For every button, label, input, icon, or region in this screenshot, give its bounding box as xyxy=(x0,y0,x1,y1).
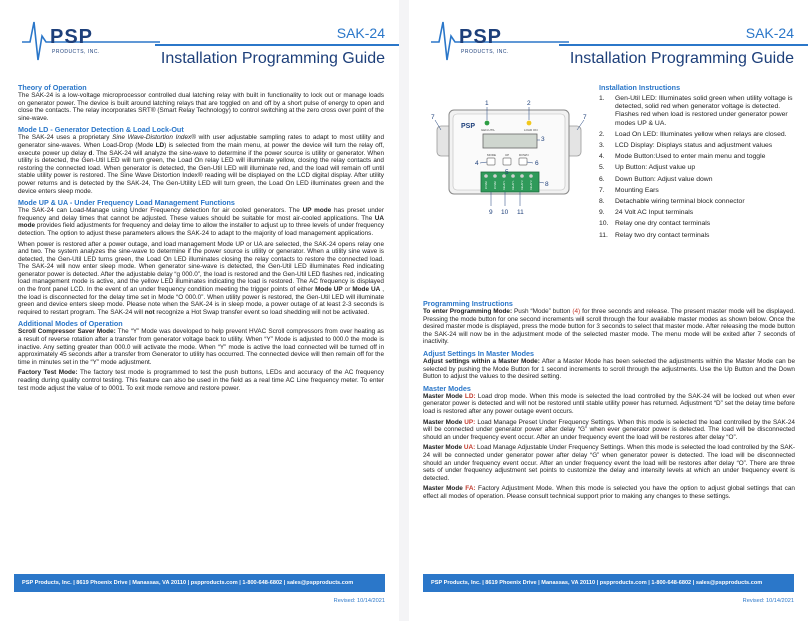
callout-7-left: 7 xyxy=(431,114,435,121)
footer-bar: PSP Products, Inc. | 8619 Phoenix Drive | Manassas, VA 20110 | pspproducts.com | 1-800-648-6802 | sales@pspproducts.com xyxy=(14,574,385,592)
list-item: 9. 24 Volt AC Input terminals xyxy=(599,209,694,217)
logo-subtext: PRODUCTS, INC. xyxy=(461,49,509,55)
callout-3: 3 xyxy=(541,136,545,143)
modeup-text-2: When power is restored after a power outage, and load management Mode UP or UA are selected, the SAK-24 opens relay one and two. The system analyzes the sine-wave to determine if the power source is utility or generator. When a utility sine wave is detected, the Gen-Util LED turns green, the Load On LED illuminates closing the relay contacts to restore the connected load. The SAK-24 will now enter sleep mode. When generator sine-wave is detected, the Gen-Util LED illuminates Red indicating generator power is detected. After the adjustable delay “g 000.0”, the load is restored and the Gen-Util LED flashes red, indicating load management mode is active, and the yellow LED illuminates indicating the load is restored. The AC frequency is displayed on the front panel LCD. In the event of an under frequency condition meeting the trigger points of either Mode UP or Mode UA , the load is disconnected for the delay time set in Mode “O 000.0”. When utility power is restored, the Gen-Util LED will illuminate green and device enters sleep mode. Please note when the SAK-24 is in sleep mode, a power outage of at least 2-3 seconds is required to restart program. The SAK-24 will not recognize a Hot Swap transfer event so load shedding will not be activated. xyxy=(18,240,384,316)
revised-date: Revised: 10/14/2021 xyxy=(742,598,794,604)
factory-test-text: Factory Test Mode: The factory test mode is programmed to test the push buttons, LEDs and accuracy of the AC frequency reading during quality control testing. This feature can also be used in the field as a real time AC Line frequency meter. To enter test mode adjust the value of to 0001. To exit mode remove and restore power. xyxy=(18,369,384,392)
device-diagram xyxy=(431,88,591,220)
modeup-heading: Mode UP & UA - Under Frequency Load Management Functions xyxy=(18,198,235,208)
list-item: 1. Gen-Util LED: Illuminates solid green when utility voltage is detected, solid red when generator voltage is detected. Flashes red when load is restored under generator power modes UP & UA. xyxy=(599,95,793,127)
page-title: Installation Programming Guide xyxy=(160,50,385,67)
terminal-label-2: 24 VAC xyxy=(494,180,497,189)
psp-logo xyxy=(429,12,579,64)
logo-text: PSP xyxy=(50,26,94,48)
callout-2: 2 xyxy=(527,100,531,107)
terminal-label-3: RELAY 1 xyxy=(503,180,506,190)
model-number: SAK-24 xyxy=(336,25,385,41)
list-item: 3. LCD Display: Displays status and adjustment values xyxy=(599,142,773,150)
list-item: 4. Mode Button:Used to enter main menu and toggle xyxy=(599,153,766,161)
footer-bar: PSP Products, Inc. | 8619 Phoenix Drive | Manassas, VA 20110 | pspproducts.com | 1-800-648-6802 | sales@pspproducts.com xyxy=(423,574,794,592)
master-mode-ua: Master Mode UA: Load Manage Adjustable Under Frequency Settings. When this mode is selected the load controlled by the SAK-24 will be connected under generator power after delay “G” when generator power is detected. The load will be disconnected should an under frequency event occur. After an under frequency event the load will be restores after delay “O”. There are three sets of under frequency adjustment set points to customize the delay and intensity levels at which an under frequency event is detected. xyxy=(423,444,796,482)
mode-button xyxy=(487,158,495,165)
header-rule xyxy=(559,44,808,46)
sak24-device-illustration xyxy=(431,88,591,220)
modeld-text: The SAK-24 uses a proprietary Sine Wave-Distortion Index® with user adjustable sampling rates to adapt to most utility and generator sine-waves. When Load-Drop (Mode LD) is selected from the main menu, at power the device will turn the relay off, execute power up delay d. The SAK-24 will analyze the sine-wave to determine if the power source is utility or generator. When utility is detected, the Gen-Util LED will turn green, the Load On relay LED will illuminate yellow, closing the relay contacts and restoring the connected load. When generator is detected, the Gen-Util LED will illuminate red, and the load will remain off until stable utility power is restored. The Sine Wave Distortion Index® reading will be displayed on the LCD digital display. After utility power returns and is detected by the SAK-24, The Gen-Utility LED will turn green, the Load On LED illuminates green and the device enters sleep mode. xyxy=(18,134,385,195)
callout-6: 6 xyxy=(535,160,539,167)
callout-4: 4 xyxy=(475,160,479,167)
callout-11: 11 xyxy=(517,209,524,216)
mode-button-label: MODE xyxy=(487,153,496,157)
instructions-list xyxy=(599,95,797,240)
down-button-label: DOWN xyxy=(519,153,529,157)
master-mode-fa: Master Mode FA: Factory Adjustment Mode. When this mode is selected you have the option to adjust global settings that can effect all modes of operation. Please consult technical support prior to making any changes to these settings. xyxy=(423,485,795,500)
list-item: 8. Detachable wiring terminal block connector xyxy=(599,198,745,206)
callout-8: 8 xyxy=(545,181,549,188)
up-button-label: UP xyxy=(505,153,510,157)
programming-heading: Programming Instructions xyxy=(423,299,513,308)
callout-1: 1 xyxy=(485,100,489,107)
revised-date: Revised: 10/14/2021 xyxy=(333,598,385,604)
logo-subtext: PRODUCTS, INC. xyxy=(52,49,100,55)
list-item: 10. Relay one dry contact terminals xyxy=(599,220,711,228)
adjust-text: Adjust settings within a Master Mode: After a Master Mode has been selected the adjustments within the Master Mode can be selected by pushing the Mode Button for 1 second increments to scroll through the adjustments. Use the Up Button and the Down Button to adjust the values to the desired setting. xyxy=(423,357,796,381)
list-item: 7. Mounting Ears xyxy=(599,186,659,194)
theory-heading: Theory of Operation xyxy=(18,83,87,92)
modeup-text: The SAK-24 can Load-Manage using Under Frequency detection for air cooled generators. The UP mode has preset under frequency and delay times that cannot be adjusted. These values should be suitable for most air-cooled applications. The UA mode provides field adjustments for frequency and delay time to allow the installer to adjust up to three levels of under frequency detection. The option to adjust these parameters allows the SAK-24 to adapt to the majority of load management applications. xyxy=(18,207,384,237)
programming-text: To enter Programming Mode: Push “Mode” button (4) for three seconds and release. The present master mode will be displayed. Pressing the mode button for one second increments will scroll through the four available master modes as shown below. Once the desired master mode is displayed, press the mode button for 3 seconds to select that master mode. After releasing the mode button the SAK-24 will now be in the adjustment mode of the selected master mode. The menu mode will be exited after 7 seconds of inactivity. xyxy=(423,308,795,346)
left-content xyxy=(18,80,384,395)
terminal-label-5: RELAY 2 xyxy=(521,180,524,190)
up-button xyxy=(503,158,511,165)
page-left xyxy=(0,0,399,621)
page-title: Installation Programming Guide xyxy=(569,50,794,67)
modeld-heading: Mode LD - Generator Detection & Load Lock-Out xyxy=(18,125,184,135)
pulse-logo-icon xyxy=(429,12,579,64)
additional-modes-heading: Additional Modes of Operation xyxy=(18,319,123,329)
pulse-logo-icon xyxy=(20,12,170,64)
logo-text: PSP xyxy=(459,26,503,48)
callout-10: 10 xyxy=(501,209,509,216)
down-button xyxy=(519,158,527,165)
callout-5: 5 xyxy=(505,169,509,176)
master-mode-ld: Master Mode LD: Load drop mode. When this mode is selected the load controlled by the SAK-24 will be locked out when ever generator power is detected and will not be restored until stable utility power has returned. Adjustment “D” set the delay time before load is restored after any power outage event occurs. xyxy=(423,392,795,415)
terminal-label-1: 24 VAC xyxy=(485,180,488,189)
scroll-saver-text: Scroll Compressor Saver Mode: The “Y” Mode was developed to help prevent HVAC Scroll compressors from over heating as a result of reverse rotation after a transfer from generator voltage back to utility. When “Y” Mode is adjusted to 000.0 the mode is inactive. Any setting greater than 000.0 will activate the mode. When “Y” mode is active the load connected will be turned off in approximately 45 seconds after a transfer from Generator to utility has occurred. The connected device will then remain off for the time in minutes set in the “Y” mode adjustment. xyxy=(18,328,384,366)
list-item: 2. Load On LED: Illuminates yellow when relays are closed. xyxy=(599,130,787,138)
model-number: SAK-24 xyxy=(745,25,794,41)
master-modes-heading: Master Modes xyxy=(423,383,471,393)
load-on-led xyxy=(527,121,532,126)
lcd-display xyxy=(483,134,537,148)
callout-9: 9 xyxy=(489,209,493,216)
right-content xyxy=(423,296,795,503)
installation-instructions xyxy=(599,80,797,243)
instructions-heading: Installation Instructions xyxy=(599,83,681,92)
list-item: 11. Relay two dry contact terminals xyxy=(599,231,710,239)
led2-label: LOAD ON xyxy=(524,128,538,132)
adjust-heading: Adjust Settings In Master Modes xyxy=(423,348,535,358)
terminal-label-6: RELAY 2 xyxy=(530,180,533,190)
list-item: 5. Up Button: Adjust value up xyxy=(599,164,696,172)
callout-7-right: 7 xyxy=(583,114,587,121)
header-rule xyxy=(155,44,399,46)
list-item: 6. Down Button: Adjust value down xyxy=(599,175,713,183)
psp-logo xyxy=(20,12,170,64)
theory-text: The SAK-24 is a low-voltage microprocessor controlled dual latching relay with built in functionality to lock out or manage loads on generator power. The device is built around latching relays that are toggled on and off by a short pulse of energy to open and close the contacts. The relay incorporates SRT® (Smart Relay Technology) to control switching at the zero cross over point of the sine-wave. xyxy=(18,92,384,122)
page-right xyxy=(409,0,808,621)
master-mode-up: Master Mode UP: Load Manage Preset Under Frequency Settings. When this mode is selected the load controlled by the SAK-24 will be connected under generator power after delay “G” when ever generator power is detected. The load will be disconnected should an under frequency event occur. After an under frequency event the load will be restores after delay “O”. xyxy=(423,418,795,441)
gen-util-led xyxy=(485,121,490,126)
terminal-label-4: RELAY 1 xyxy=(512,180,515,190)
led1-label: GEN-UTIL xyxy=(481,128,496,132)
device-brand: PSP xyxy=(461,123,476,130)
